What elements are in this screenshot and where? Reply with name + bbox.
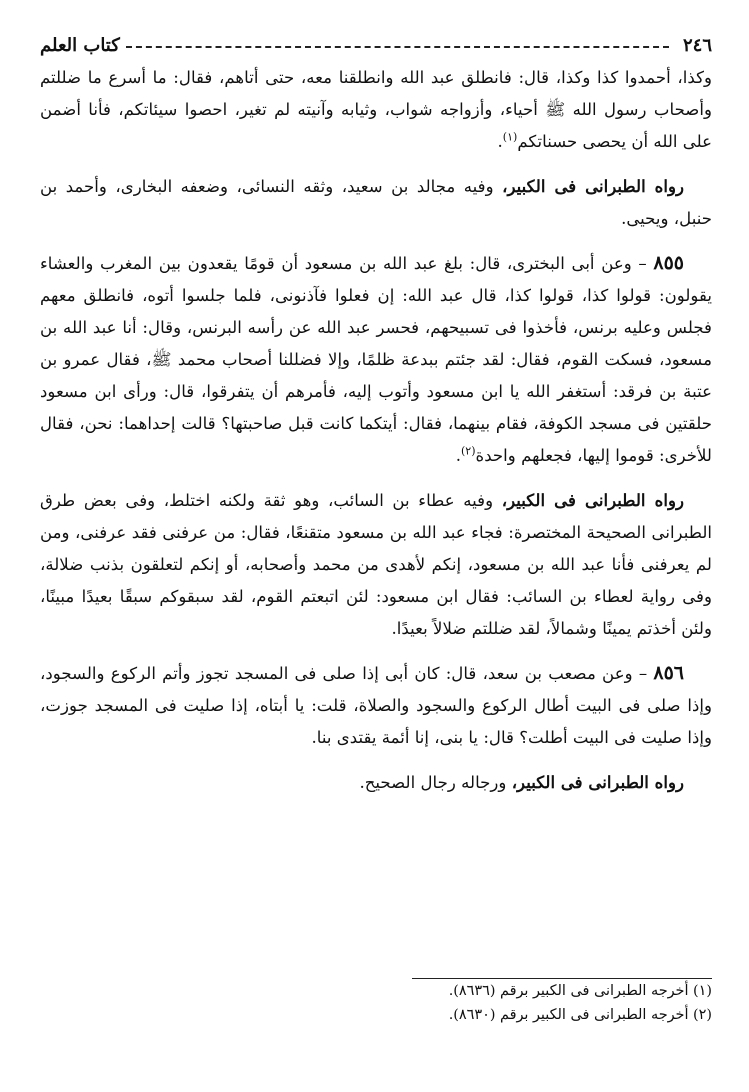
hadith-number: ٨٥٦	[653, 662, 684, 684]
header-dash-rule	[126, 46, 669, 48]
paragraph-source-note: رواه الطبرانى فى الكبير، ورجاله رجال الصحيح.	[359, 772, 684, 792]
paragraph-source-note: رواه الطبرانى فى الكبير، وفيه عطاء بن السائب، وهو ثقة ولكنه اختلط، وفى بعض طرق الطبرانى الصحيحة المختصرة: فجاء عبد الله بن مسعود متقنعًا، فقال: من عرفنى فقد عرفنى، ومن لم يعرفنى فأنا عبد الله بن مسعود، إنكم لأهدى من محمد وأصحابه، أو إنكم لتعلقون بذنب ضلالة، وفى رواية لعطاء بن السائب: فقال ابن مسعود: لئن اتبعتم القوم، لقد سبقوكم سبقًا بعيدًا مبينًا، ولئن أخذتم يمينًا وشمالاً، لقد ضللتم ضلالاً بعيدًا.	[40, 490, 712, 638]
footnote-1: (١) أخرجه الطبرانى فى الكبير برقم (٨٦٣٦).	[448, 983, 712, 999]
hadith-number: ٨٥٥	[653, 252, 684, 274]
footnote-2: (٢) أخرجه الطبرانى فى الكبير برقم (٨٦٣٠).	[448, 1007, 712, 1023]
hadith-856: ٨٥٦ – وعن مصعب بن سعد، قال: كان أبى إذا صلى فى المسجد تجوز وأتم الركوع والسجود، وإذا صلى فى البيت أطال الركوع والسجود والصلاة، قلت: يا أبتاه، إذا صليت فى المسجد جوزت، وإذا صليت فى البيت أطلت؟ قال: يا بنى، إنا أئمة يقتدى بنا.	[40, 662, 712, 747]
page-body	[40, 62, 712, 799]
hadith-855: ٨٥٥ – وعن أبى البخترى، قال: بلغ عبد الله بن مسعود أن قومًا يقعدون بين المغرب والعشاء يقولون: قولوا كذا، قولوا كذا، قال عبد الله: إن فعلوا فآذنونى، فلما جلسوا أتوه، فانطلق معهم فجلس وعليه برنس، فأخذوا فى تسبيحهم، فحسر عبد الله عن رأسه البرنس، وقال: أنا عبد الله بن مسعود، فسكت القوم، فقال: لقد جئتم ببدعة ظلمًا، وإلا فضللنا أصحاب محمد ﷺ، فقال عمرو بن عتبة بن فرقد: أستغفر الله يا ابن مسعود وأتوب إليه، فأمرهم أن يتفرقوا، قال: ورأى ابن مسعود حلقتين فى مسجد الكوفة، فقام بينهما، فقال: أيتكما كانت قبل صاحبتها؟ قالت إحداهما: نحن، فقال للأخرى: قوموا إليها، فجعلهم واحدة$^{(٢)}$.	[40, 252, 712, 465]
book-page	[40, 28, 712, 1068]
chapter-title: كتاب العلم	[40, 34, 120, 56]
source-lead: رواه الطبرانى فى الكبير،	[501, 490, 684, 510]
footnote-ref-2: (٢)	[461, 444, 476, 458]
paragraph-continuation: وكذا، أحمدوا كذا وكذا، قال: فانطلق عبد الله وانطلقنا معه، حتى أتاهم، فقال: ما أسرع ما ضللتم وأصحاب رسول الله ﷺ أحياء، وأزواجه شواب، وثيابه وآنيته لم تغير، احصوا سيئاتكم، فأنا أضمن على الله أن يحصى حسناتكم$^{(١)}$.	[40, 68, 712, 151]
source-lead: رواه الطبرانى فى الكبير،	[511, 772, 684, 792]
page-header	[40, 28, 712, 62]
paragraph-source-note: رواه الطبرانى فى الكبير، وفيه مجالد بن سعيد، وثقه النسائى، وضعفه البخارى، وأحمد بن حنبل، ويحيى.	[40, 176, 712, 228]
source-lead: رواه الطبرانى فى الكبير،	[502, 176, 684, 196]
footnote-ref-1: (١)	[502, 130, 518, 144]
page-number: ٢٤٦	[682, 34, 712, 56]
footnotes	[40, 978, 712, 1027]
